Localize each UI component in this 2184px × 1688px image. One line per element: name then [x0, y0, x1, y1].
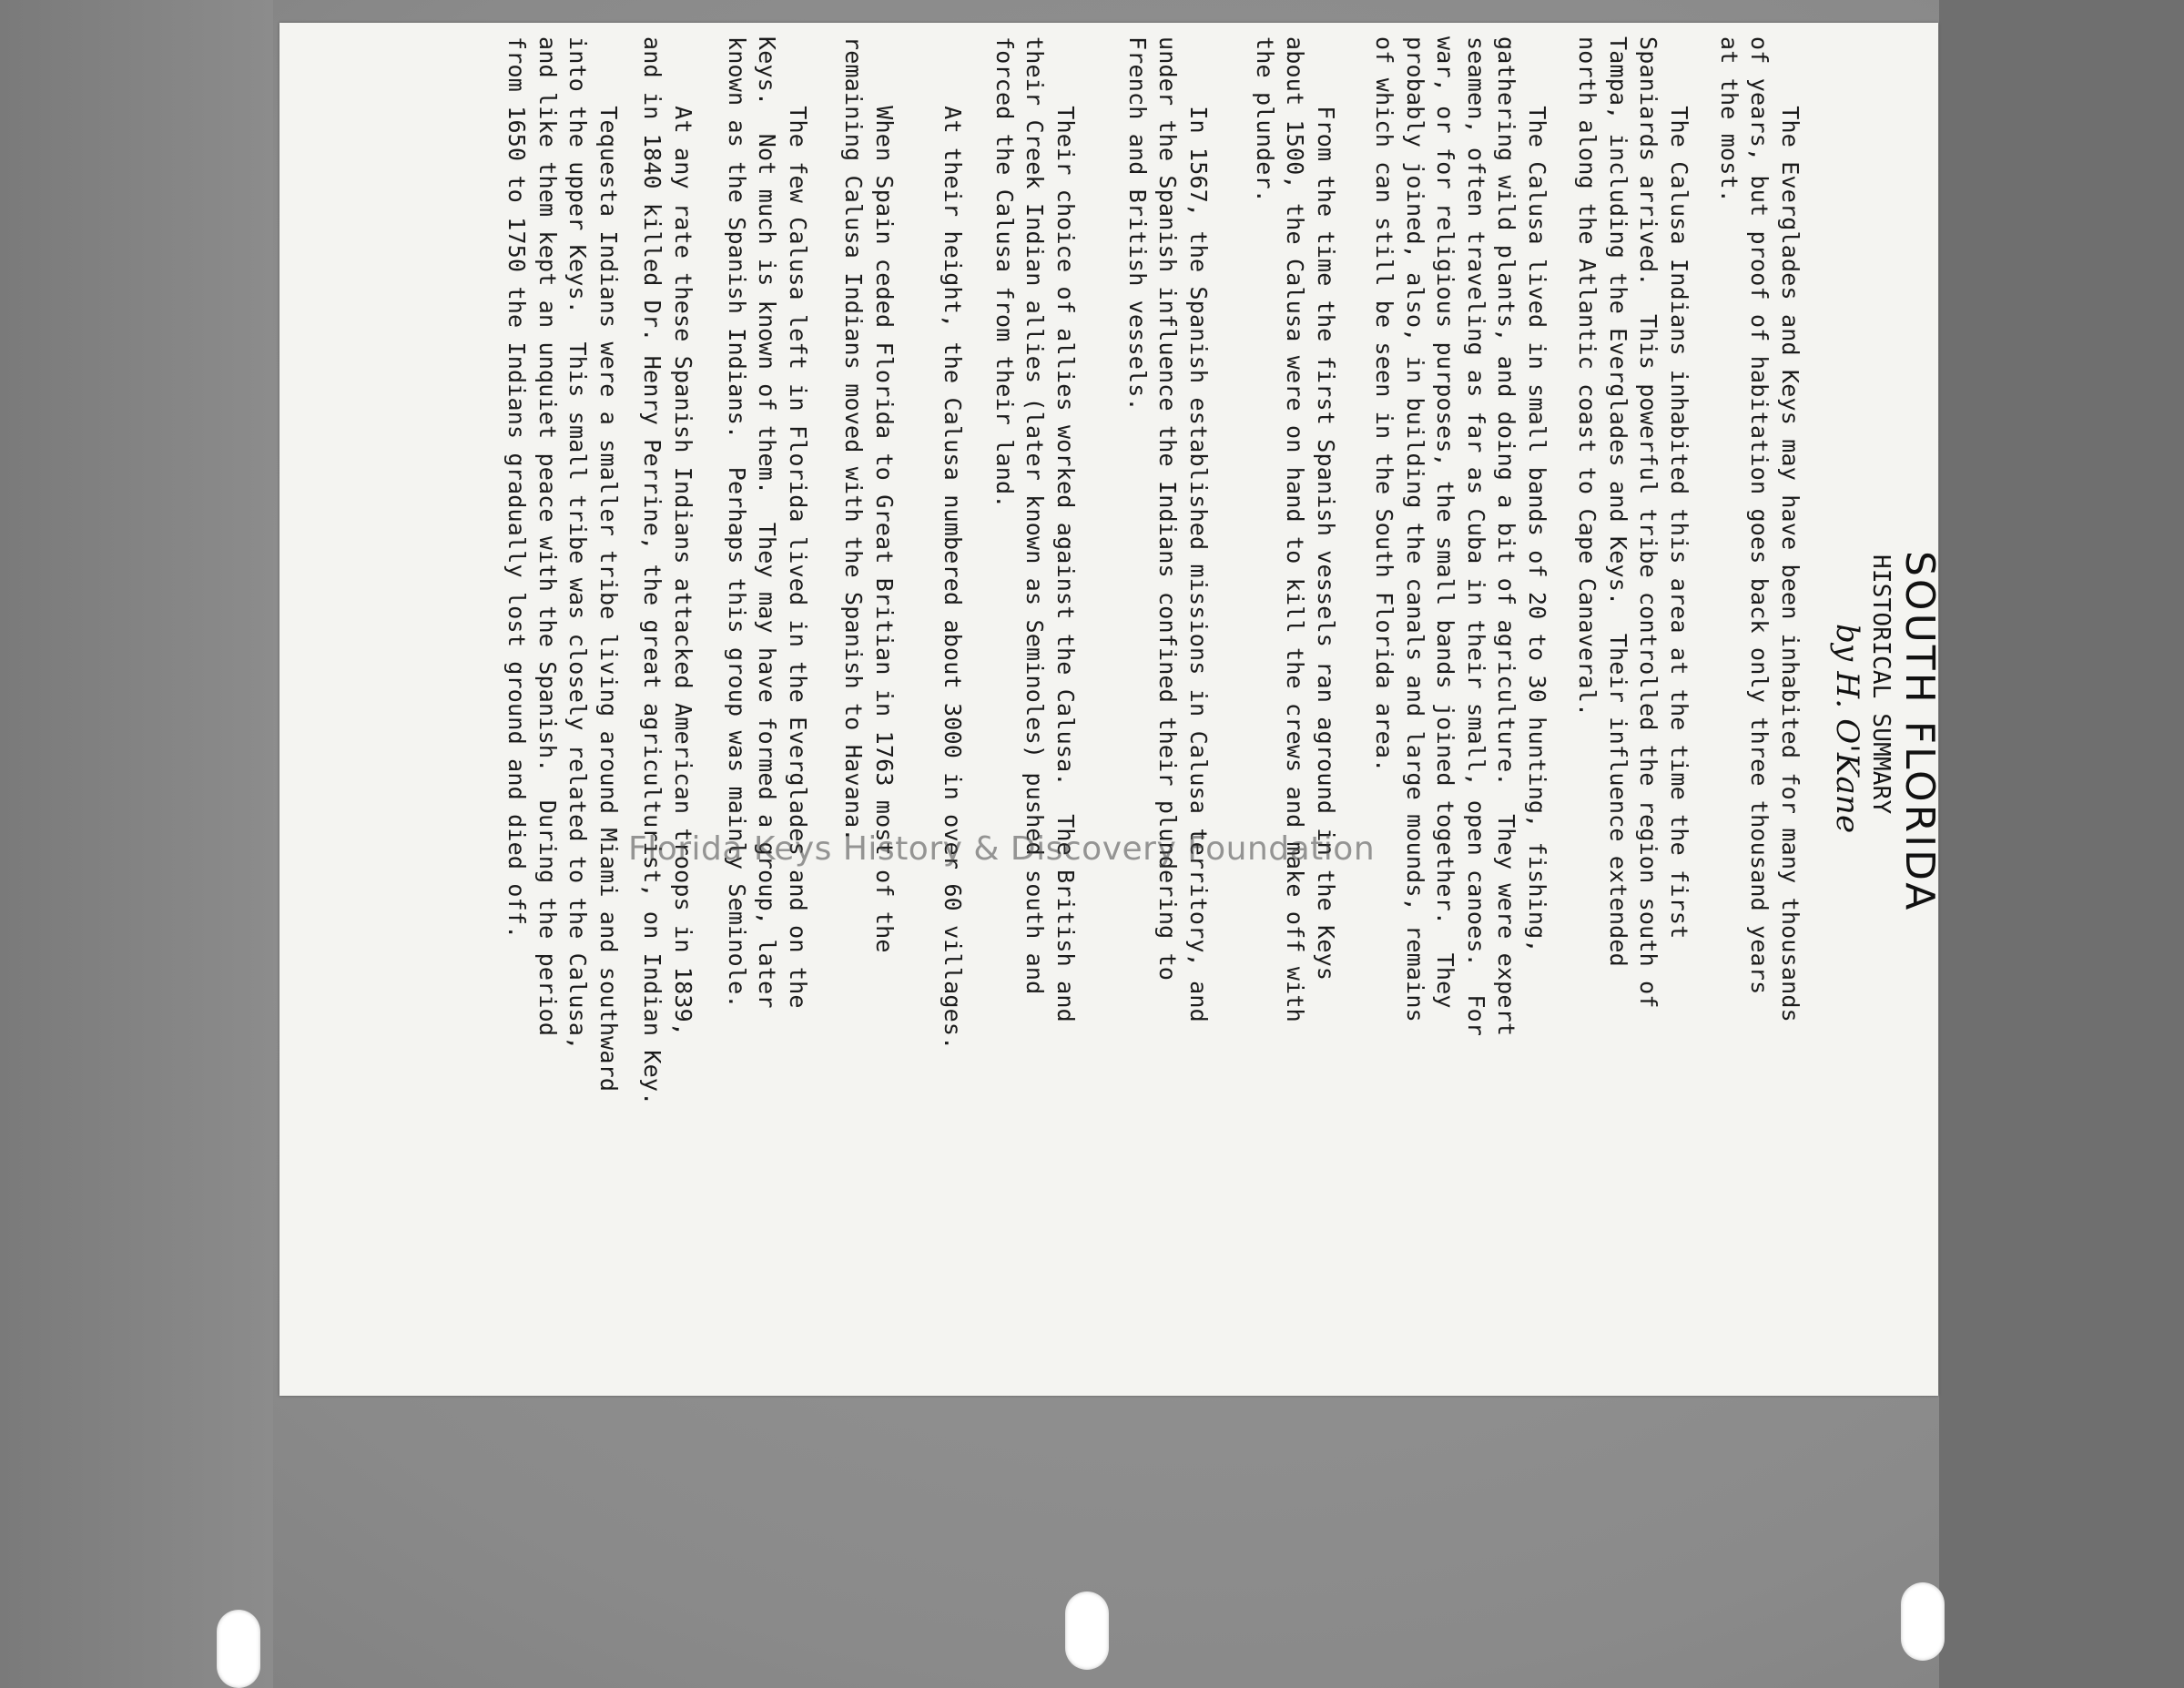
- watermark: Florida Keys History & Discovery Foundation: [628, 830, 1376, 868]
- byline-handwritten: by H. O'Kane: [1829, 624, 1865, 834]
- backing-sheet-left: [0, 0, 273, 1688]
- headline: SOUTH FLORIDA: [1896, 551, 1943, 913]
- paragraph: At any rate these Spanish Indians attacked American troops in 1839, and in 1840 killed Dr. Henry Perrine, the great agriculturist, on Indian Key.: [639, 36, 696, 1106]
- paragraph: Tequesta Indians were a smaller tribe living around Miami and southward into the upper Keys. This small tribe was closely related to the Calusa, and like them kept an unquiet peace with the Spanish. During the period from 1650 to 1750 the Indians gradually lost ground and died off.: [503, 36, 622, 1093]
- subhead: HISTORICAL SUMMARY: [1867, 554, 1894, 815]
- paragraph: Their choice of allies worked against the Calusa. The British and their Creek Indian allies (later known as Seminoles) pushed south and forced the Calusa from their land.: [991, 36, 1079, 1022]
- paragraph: When Spain ceded Florida to Great Britian in 1763 most of the remaining Calusa Indians moved with the Spanish to Havana.: [840, 36, 898, 953]
- paragraph: At their height, the Calusa numbered about 3000 in over 60 villages.: [940, 36, 966, 1051]
- article-rotated: [303, 36, 1942, 1347]
- paragraph: The Calusa lived in small bands of 20 to 30 hunting, fishing, gathering wild plants, and doing a bit of agriculture. They were expert seamen, often traveling as far as Cuba in their small, open canoes. For war, or for religious purposes, the small bands joined together. They probably joined, also, in building the canals and large mounds, remains of which can still be seen in the South Florida area.: [1371, 36, 1550, 1037]
- punch-hole: [1901, 1582, 1945, 1661]
- paragraph: The Calusa Indians inhabited this area at the time the first Spaniards arrived. This powerful tribe controlled the region south of Tampa, including the Everglades and Keys. Their influence extended north along the Atlantic coast to Cape Canaveral.: [1574, 36, 1692, 1009]
- punch-hole: [1065, 1591, 1109, 1670]
- punch-hole: [217, 1610, 260, 1688]
- paragraph: The few Calusa left in Florida lived in the Everglades and on the Keys. Not much is known of them. They may have formed a group, later known as the Spanish Indians. Perhaps this group was mainly Seminole.: [724, 36, 811, 1009]
- paragraph: The Everglades and Keys may have been inhabited for many thousands of years, but proof of habitation goes back only three thousand years at the most.: [1716, 36, 1803, 1022]
- paragraph: From the time the first Spanish vessels ran aground in the Keys about 1500, the Calusa were on hand to kill the crews and make off with the plunder.: [1252, 36, 1339, 1022]
- title-block: [1829, 551, 1942, 1188]
- backing-sheet-right-edge: [1939, 0, 2184, 1688]
- paragraph: In 1567, the Spanish established missions in Calusa territory, and under the Spanish influence the Indians confined their plundering to French and British vessels.: [1124, 36, 1212, 1022]
